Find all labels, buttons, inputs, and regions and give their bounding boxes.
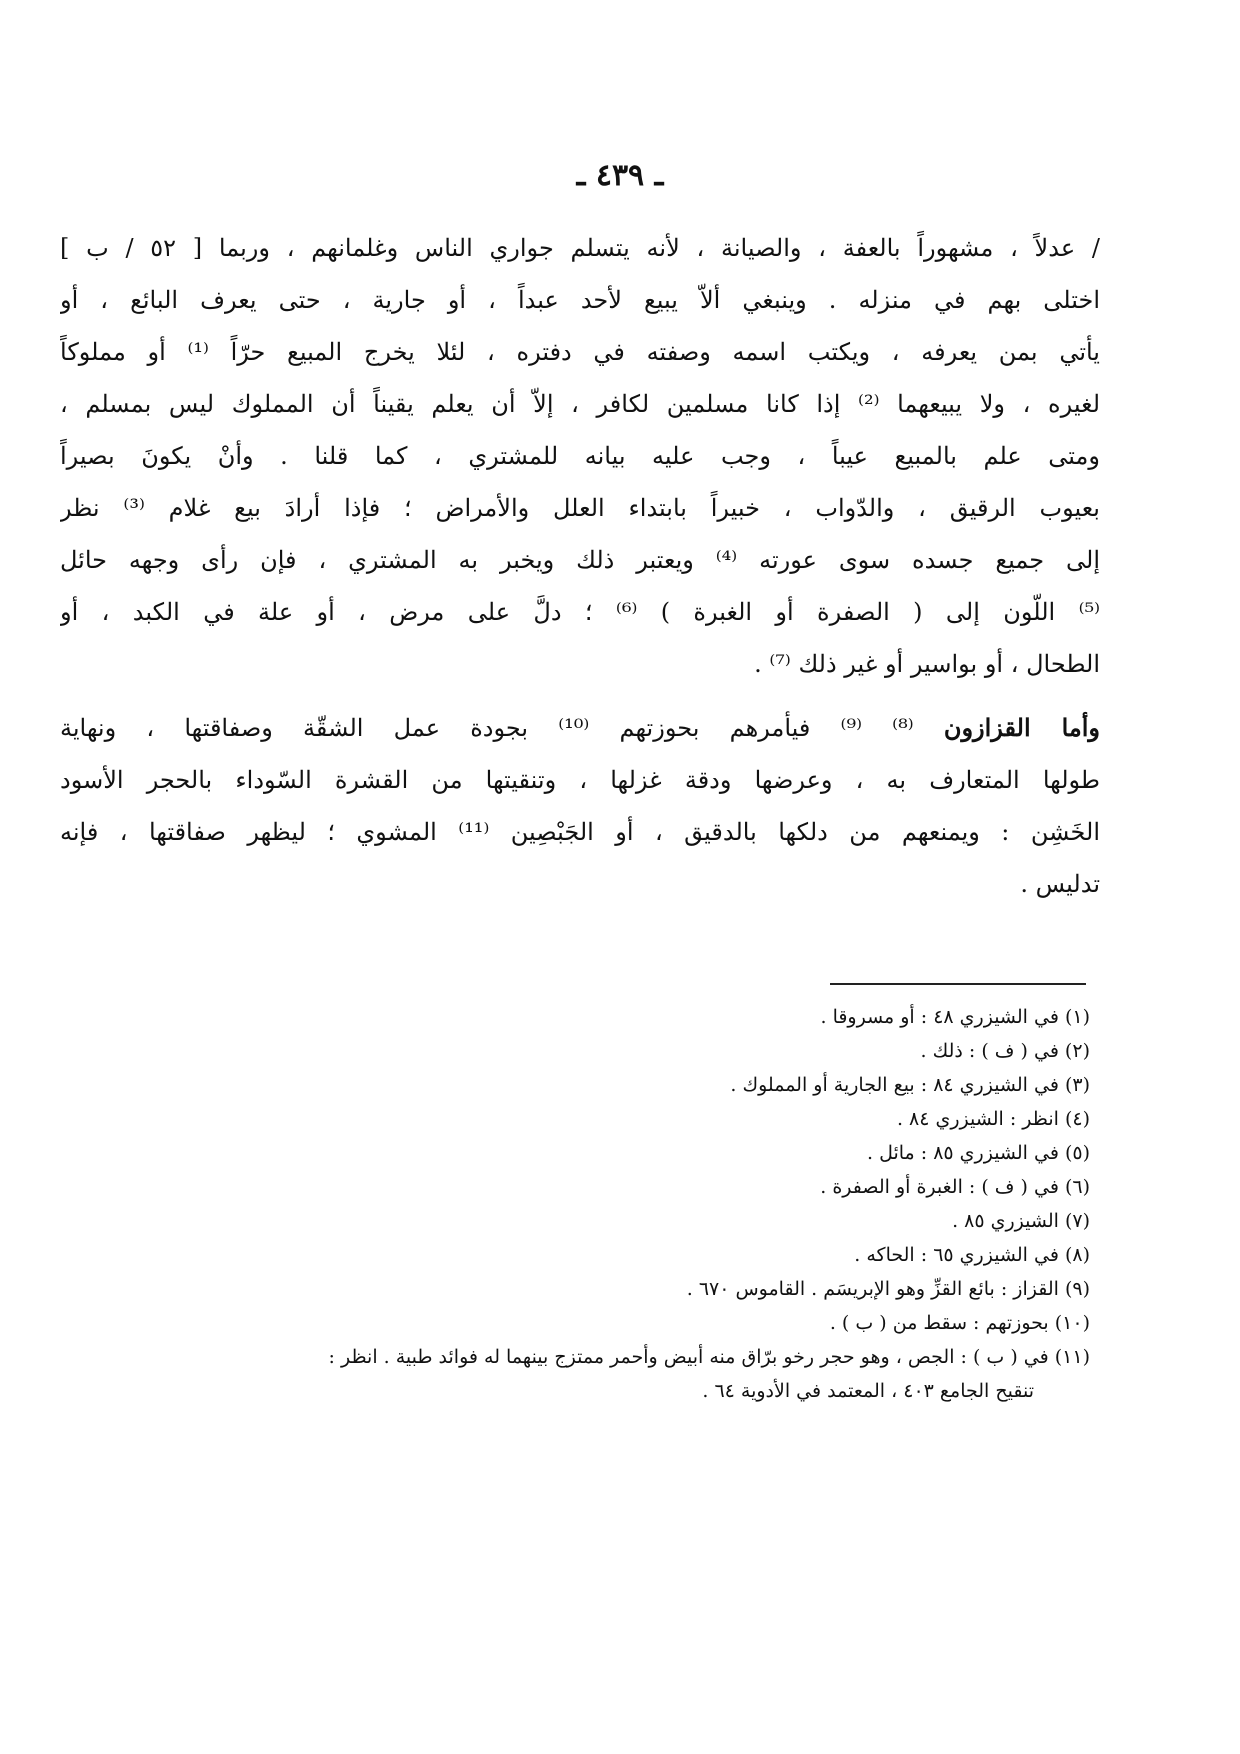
footnote: (١١) في ( ب ) : الجص ، وهو حجر رخو برّاق منه أبيض وأحمر ممتزج بينهما له فوائد طبية . انظر : xyxy=(328,1346,1090,1368)
body-line: ومتى علم بالمبيع عيباً ، وجب عليه بيانه للمشتري ، كما قلنا . وأنْ يكونَ بصيراً xyxy=(60,442,1100,470)
footnote: (٣) في الشيزري ٨٤ : بيع الجارية أو المملوك . xyxy=(730,1074,1090,1096)
footnote: (٨) في الشيزري ٦٥ : الحاكه . xyxy=(854,1244,1090,1266)
body-text xyxy=(60,222,1100,910)
footnote-separator xyxy=(830,983,1086,985)
footnote: (٤) انظر : الشيزري ٨٤ . xyxy=(896,1108,1090,1130)
body-line: إلى جميع جسده سوى عورته ⁽⁴⁾ ويعتبر ذلك ويخبر به المشتري ، فإن رأى وجهه حائل xyxy=(60,546,1100,574)
paragraph-lead: وأما القزازون xyxy=(943,713,1100,742)
paragraph-lead-rest: ⁽⁸⁾ ⁽⁹⁾ فيأمرهم بحوزتهم ⁽¹⁰⁾ بجودة عمل الشقّة وصفاقتها ، ونهاية xyxy=(60,714,944,742)
footnotes xyxy=(150,1000,1090,1408)
footnote: (٧) الشيزري ٨٥ . xyxy=(952,1210,1090,1232)
body-line: لغيره ، ولا يبيعهما ⁽²⁾ إذا كانا مسلمين لكافر ، إلاّ أن يعلم يقيناً أن المملوك ليس بمسلم ، xyxy=(60,390,1100,418)
paragraph-start-line xyxy=(60,702,1100,754)
footnote: (٩) القزاز : بائع القزِّ وهو الإبريسَم . القاموس ٦٧٠ . xyxy=(686,1278,1090,1300)
body-line: طولها المتعارف به ، وعرضها ودقة غزلها ، وتنقيتها من القشرة السّوداء بالحجر الأسود xyxy=(60,766,1100,794)
footnote: (٦) في ( ف ) : الغبرة أو الصفرة . xyxy=(820,1176,1090,1198)
footnote: (٢) في ( ف ) : ذلك . xyxy=(920,1040,1090,1062)
body-line: الطحال ، أو بواسير أو غير ذلك ⁽⁷⁾ . xyxy=(754,650,1100,678)
body-line: / عدلاً ، مشهوراً بالعفة ، والصيانة ، لأنه يتسلم جواري الناس وغلمانهم ، وربما [ ٥٢ / ب ] xyxy=(60,234,1100,262)
body-line: الخَشِن : ويمنعهم من دلكها بالدقيق ، أو الجَبْصِين ⁽¹¹⁾ المشوي ؛ ليظهر صفاقتها ، فإنه xyxy=(60,818,1100,846)
body-line: تدليس . xyxy=(1020,870,1100,898)
body-line: بعيوب الرقيق ، والدّواب ، خبيراً بابتداء العلل والأمراض ؛ فإذا أرادَ بيع غلام ⁽³⁾ نظر xyxy=(60,494,1100,522)
body-line: يأتي بمن يعرفه ، ويكتب اسمه وصفته في دفتره ، لئلا يخرج المبيع حرّاً ⁽¹⁾ أو مملوكاً xyxy=(60,338,1100,366)
body-line: اختلى بهم في منزله . وينبغي ألاّ يبيع لأحد عبداً ، أو جارية ، حتى يعرف البائع ، أو xyxy=(60,286,1100,314)
footnote: (١) في الشيزري ٤٨ : أو مسروقا . xyxy=(820,1006,1090,1028)
footnote-continuation: تنقيح الجامع ٤٠٣ ، المعتمد في الأدوية ٦٤ . xyxy=(702,1380,1034,1402)
footnote: (٥) في الشيزري ٨٥ : مائل . xyxy=(867,1142,1090,1164)
body-line: ⁽⁵⁾ اللّون إلى ( الصفرة أو الغبرة ) ⁽⁶⁾ ؛ دلَّ على مرض ، أو علة في الكبد ، أو xyxy=(60,598,1100,626)
footnote: (١٠) بحوزتهم : سقط من ( ب ) . xyxy=(829,1312,1090,1334)
page-number: ـ ٤٣٩ ـ xyxy=(576,158,664,193)
